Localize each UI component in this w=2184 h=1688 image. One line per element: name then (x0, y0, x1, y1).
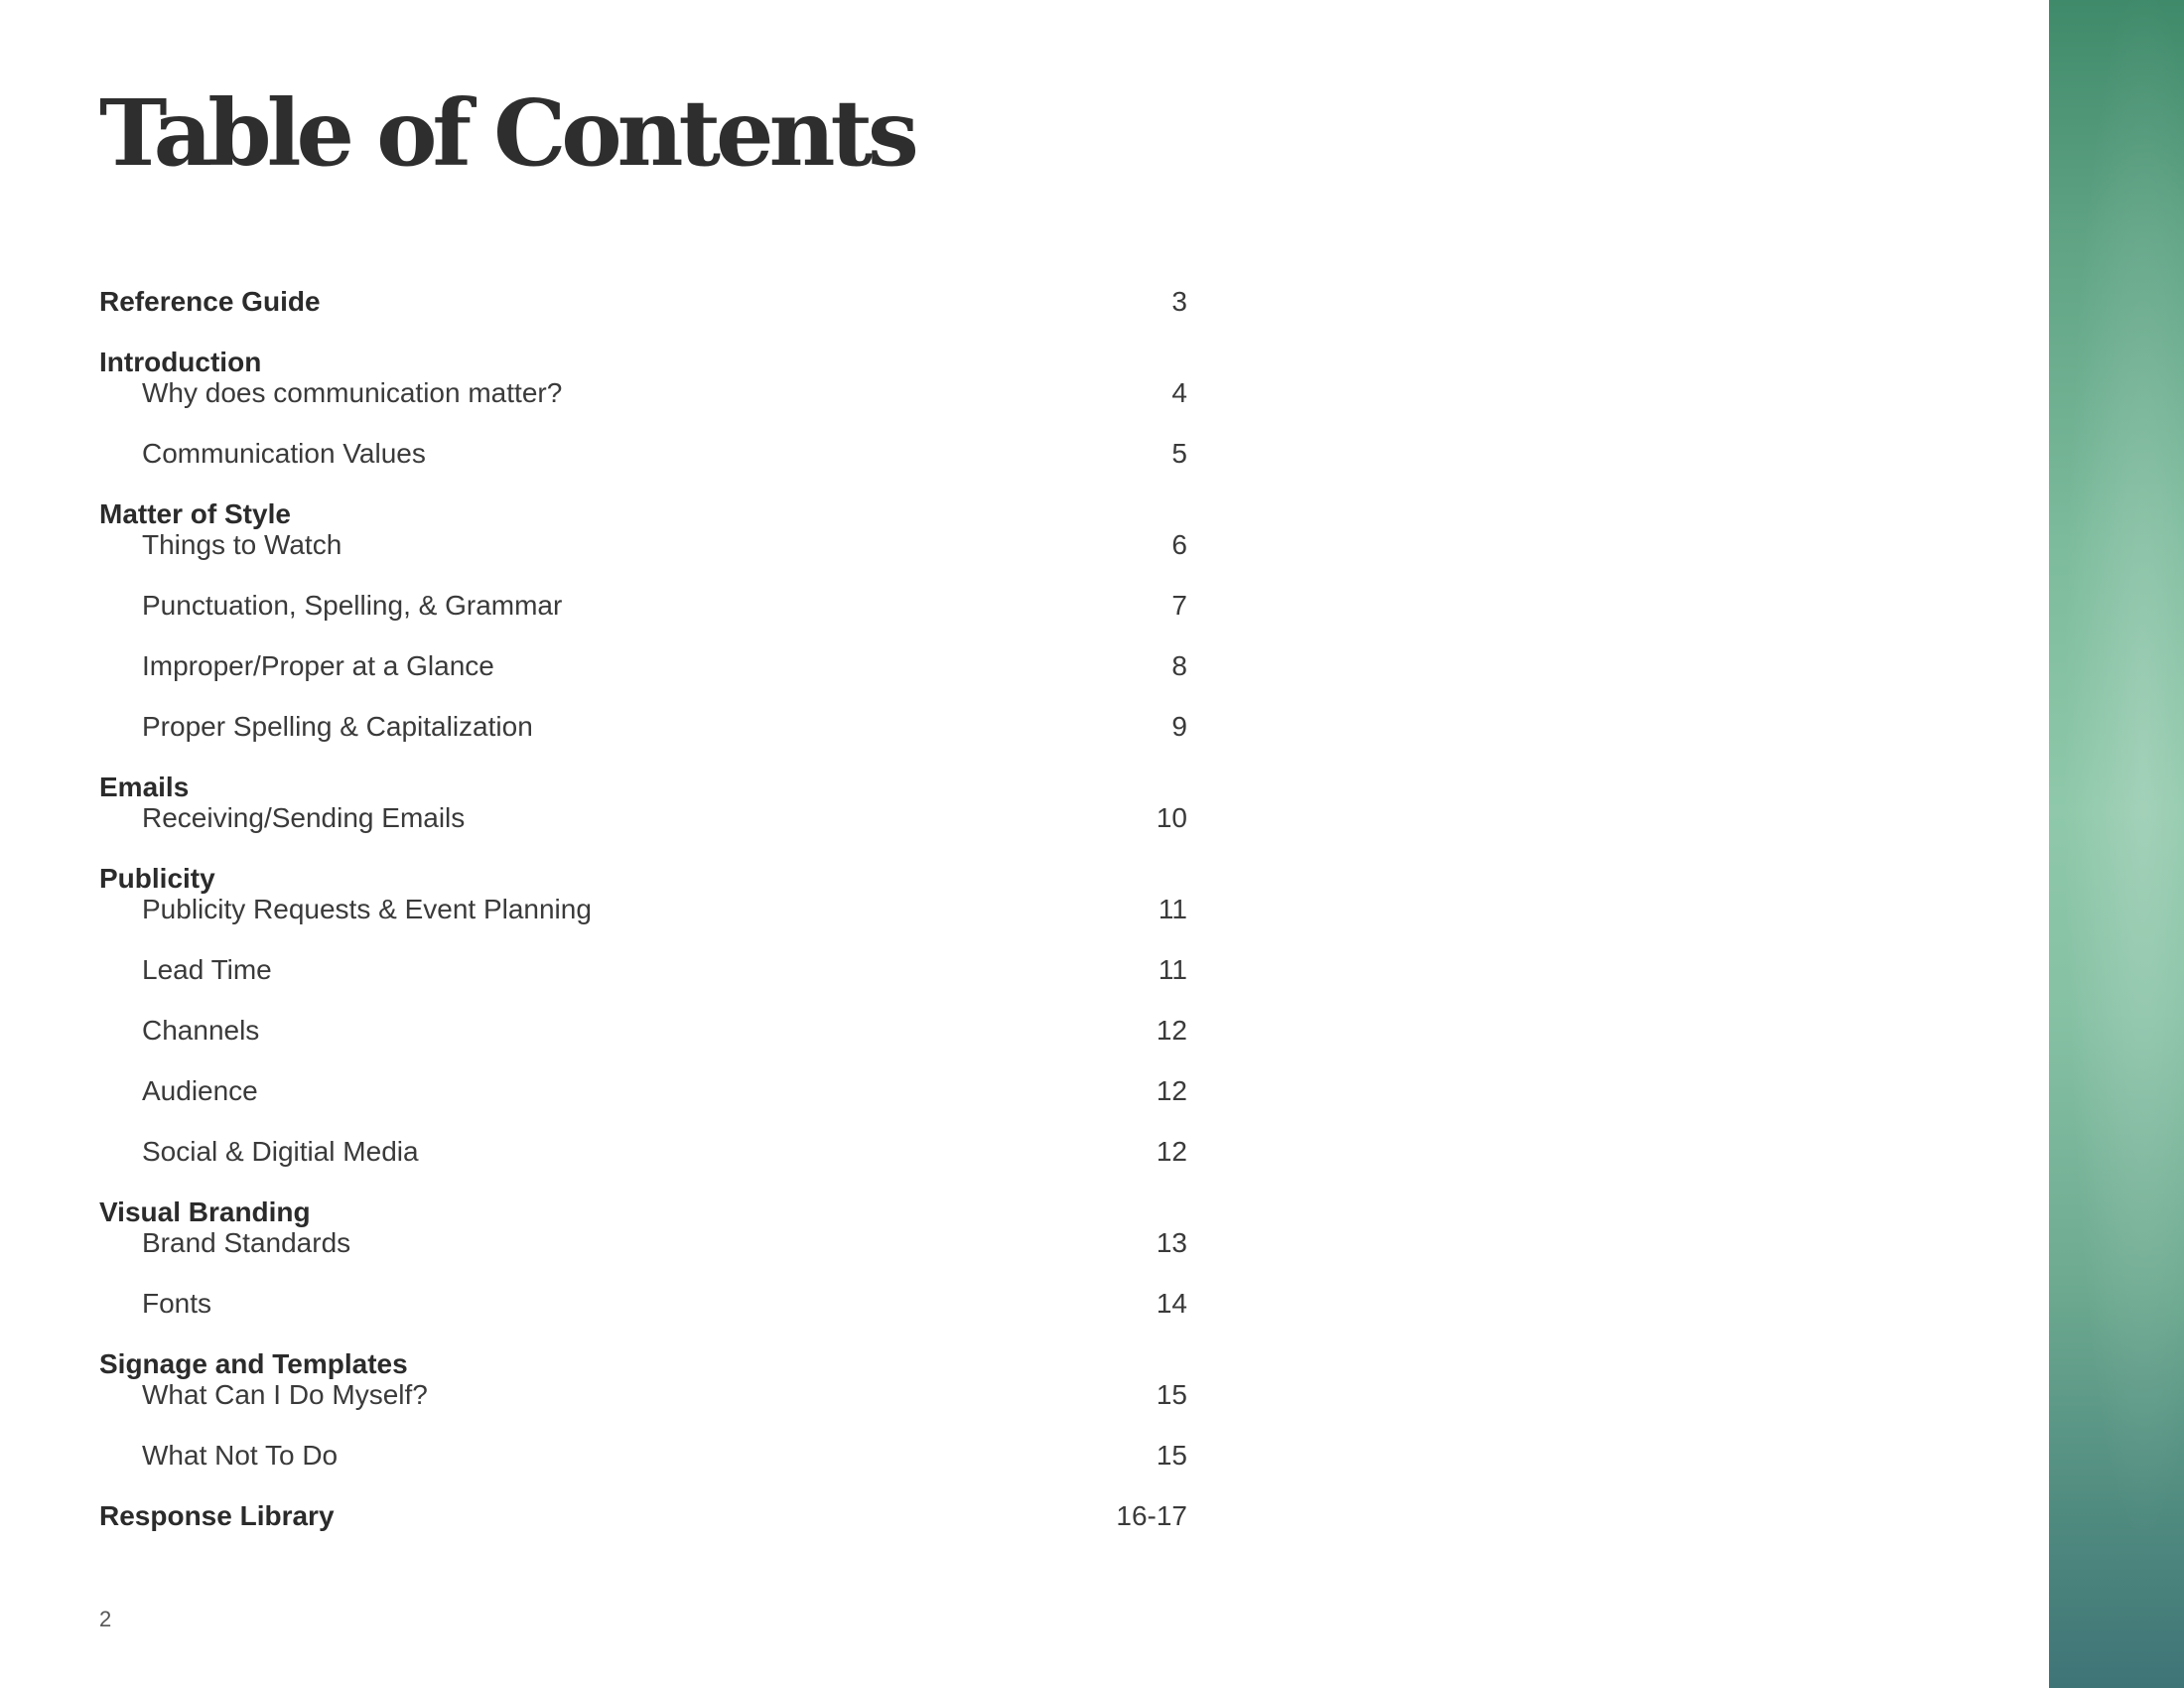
toc-heading: Publicity (99, 863, 215, 894)
toc-page-number: 12 (1156, 1015, 1187, 1046)
toc-entry[interactable] (99, 1136, 1187, 1167)
toc-heading: Introduction (99, 347, 262, 377)
toc-entry-label: Why does communication matter? (142, 377, 563, 408)
toc-heading: Reference Guide (99, 286, 321, 317)
toc-entry-label: Audience (142, 1075, 258, 1106)
toc-heading: Emails (99, 772, 190, 802)
toc-entry[interactable] (99, 1227, 1187, 1258)
toc-entry[interactable] (99, 650, 1187, 681)
toc-entry-label: What Not To Do (142, 1440, 339, 1471)
toc-heading-row[interactable] (99, 498, 1187, 529)
toc-section (99, 772, 1187, 833)
toc-page-number: 11 (1158, 954, 1187, 985)
toc-page-number: 5 (1171, 438, 1187, 469)
toc-page-number: 9 (1171, 711, 1187, 742)
toc-page-number: 12 (1156, 1075, 1187, 1106)
toc-page-number: 15 (1156, 1440, 1187, 1471)
toc-entry-label: Social & Digitial Media (142, 1136, 419, 1167)
page-title: Table of Contents (99, 79, 914, 187)
toc-entry-label: Punctuation, Spelling, & Grammar (142, 590, 563, 621)
toc-section (99, 347, 1187, 469)
toc-heading: Signage and Templates (99, 1348, 408, 1379)
toc-page-number: 11 (1158, 894, 1187, 924)
toc-entry-label: Fonts (142, 1288, 212, 1319)
table-of-contents (99, 286, 1187, 1531)
toc-entry[interactable] (99, 954, 1187, 985)
toc-entry-label: Lead Time (142, 954, 272, 985)
toc-heading: Visual Branding (99, 1196, 311, 1227)
toc-entry[interactable] (99, 894, 1187, 924)
toc-entry-label: Receiving/Sending Emails (142, 802, 466, 833)
toc-page-number: 12 (1156, 1136, 1187, 1167)
toc-entry-label: Things to Watch (142, 529, 342, 560)
decorative-gradient-band (2049, 0, 2184, 1688)
toc-page-number: 15 (1156, 1379, 1187, 1410)
toc-entry-label: Publicity Requests & Event Planning (142, 894, 592, 924)
toc-section (99, 1348, 1187, 1471)
toc-section (99, 498, 1187, 742)
page-number: 2 (99, 1607, 112, 1631)
toc-entry[interactable] (99, 529, 1187, 560)
toc-heading-row[interactable] (99, 286, 1187, 317)
toc-heading: Matter of Style (99, 498, 291, 529)
toc-entry[interactable] (99, 711, 1187, 742)
toc-entry[interactable] (99, 1015, 1187, 1046)
toc-entry[interactable] (99, 438, 1187, 469)
toc-page-number: 10 (1156, 802, 1187, 833)
toc-section (99, 1196, 1187, 1319)
toc-entry[interactable] (99, 1440, 1187, 1471)
toc-entry[interactable] (99, 1075, 1187, 1106)
toc-entry[interactable] (99, 377, 1187, 408)
toc-entry-label: Channels (142, 1015, 260, 1046)
toc-entry-label: Proper Spelling & Capitalization (142, 711, 533, 742)
toc-entry-label: Communication Values (142, 438, 426, 469)
toc-entry-label: What Can I Do Myself? (142, 1379, 428, 1410)
toc-section (99, 863, 1187, 1167)
toc-page-number: 7 (1171, 590, 1187, 621)
toc-entry-label: Brand Standards (142, 1227, 351, 1258)
toc-entry[interactable] (99, 1379, 1187, 1410)
toc-entry[interactable] (99, 590, 1187, 621)
toc-heading-row[interactable] (99, 863, 1187, 894)
toc-page-number: 4 (1171, 377, 1187, 408)
toc-heading-row[interactable] (99, 347, 1187, 377)
toc-page-number: 16-17 (1116, 1500, 1187, 1531)
toc-heading-row[interactable] (99, 1196, 1187, 1227)
toc-section (99, 1500, 1187, 1531)
toc-page-number: 8 (1171, 650, 1187, 681)
toc-heading-row[interactable] (99, 1348, 1187, 1379)
toc-section (99, 286, 1187, 317)
toc-page-number: 14 (1156, 1288, 1187, 1319)
toc-heading: Response Library (99, 1500, 335, 1531)
toc-heading-row[interactable] (99, 772, 1187, 802)
toc-heading-row[interactable] (99, 1500, 1187, 1531)
toc-page-number: 3 (1171, 286, 1187, 317)
toc-entry-label: Improper/Proper at a Glance (142, 650, 494, 681)
toc-entry[interactable] (99, 1288, 1187, 1319)
toc-entry[interactable] (99, 802, 1187, 833)
toc-page-number: 6 (1171, 529, 1187, 560)
toc-page-number: 13 (1156, 1227, 1187, 1258)
